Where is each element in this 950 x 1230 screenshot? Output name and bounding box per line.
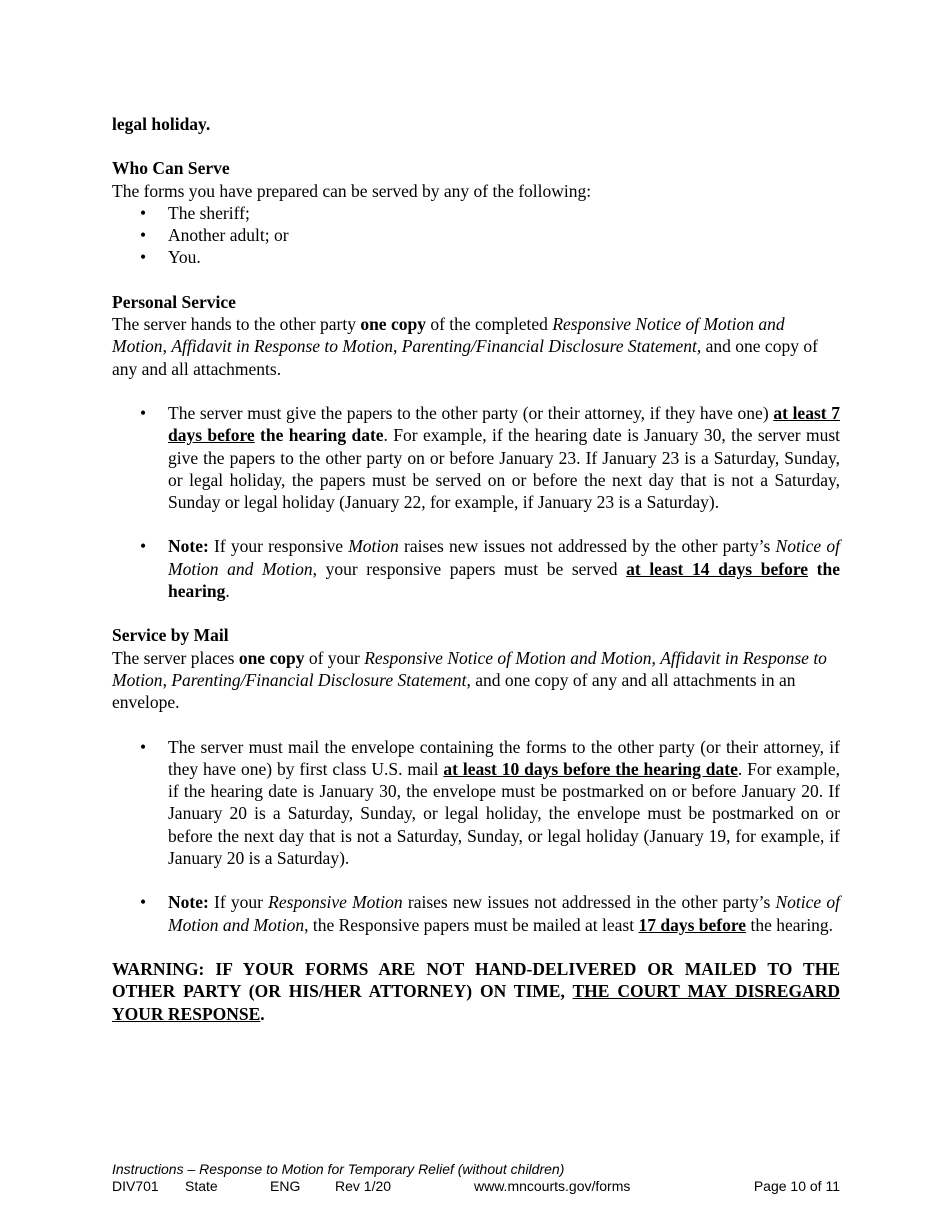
bullet-icon: • [140, 892, 147, 913]
bullet-icon: • [140, 247, 147, 268]
list-item: • You. [140, 247, 201, 268]
service-by-mail-paragraph: The server places one copy of your Responsive Notice of Motion and Motion, Affidavit in Response to Motion, Parenting/Financial Disclosure Statement, and one copy of any and all attachments in an envelope. [112, 647, 827, 713]
personal-service-list [112, 402, 840, 602]
footer-language: ENG [270, 1178, 301, 1194]
personal-service-section [112, 291, 840, 603]
who-can-serve-section [112, 157, 840, 268]
bullet-icon: • [140, 736, 147, 757]
personal-service-heading: Personal Service [112, 291, 236, 312]
bullet-icon: • [140, 402, 147, 423]
footer-title: Instructions – Response to Motion for Temporary Relief (without children) [112, 1161, 565, 1177]
footer-url: www.mncourts.gov/forms [474, 1178, 631, 1194]
bullet-icon: • [140, 536, 147, 557]
who-can-serve-heading: Who Can Serve [112, 158, 230, 179]
server-list [112, 202, 840, 269]
list-item: • Note: If your Responsive Motion raises new issues not addressed in the other party’s Notice of Motion and Motion, the Responsive papers must be mailed at least 17 days before the hearing. [140, 892, 840, 935]
bullet-icon: • [140, 202, 147, 223]
footer-form-id: DIV701 [112, 1178, 159, 1194]
continuation-text: legal holiday. [112, 114, 211, 134]
page-footer [112, 1161, 840, 1195]
document-body [112, 113, 840, 1025]
list-item: • The server must mail the envelope containing the forms to the other party (or their attorney, if they have one) by first class U.S. mail at least 10 days before the hearing date. For example, if the hearing date is January 30, the envelope must be postmarked on or before January 20. If January 20 is a Saturday, Sunday, or legal holiday, the envelope must be postmarked on or before the next day that is not a Saturday, Sunday, or legal holiday (January 19, for example, if January 20 is a Saturday). [140, 736, 840, 869]
footer-revision: Rev 1/20 [335, 1178, 392, 1194]
personal-service-paragraph: The server hands to the other party one copy of the completed Responsive Notice of Motion and Motion, Affidavit in Response to Motion, Parenting/Financial Disclosure Statement, and one copy of any and all attachments. [112, 314, 818, 379]
footer-jurisdiction: State [185, 1178, 218, 1194]
service-by-mail-section [112, 624, 840, 936]
warning-notice: WARNING: IF YOUR FORMS ARE NOT HAND-DELIVERED OR MAILED TO THE OTHER PARTY (OR HIS/HER ATTORNEY) ON TIME, THE COURT MAY DISREGARD YOUR RESPONSE. [112, 958, 841, 1024]
bullet-icon: • [140, 225, 147, 246]
service-by-mail-heading: Service by Mail [112, 625, 229, 646]
service-by-mail-list [112, 736, 840, 936]
list-item: • The sheriff; [140, 202, 250, 223]
list-item: • The server must give the papers to the other party (or their attorney, if they have one) at least 7 days before the hearing date. For example, if the hearing date is January 30, the server must give the papers to the other party on or before January 23. If January 23 is a Saturday, Sunday, or legal holiday, the papers must be served on or before the next day that is not a Saturday, Sunday or legal holiday (January 22, for example, if January 23 is a Saturday). [140, 402, 840, 513]
footer-meta-row [112, 1178, 840, 1195]
list-item: • Note: If your responsive Motion raises new issues not addressed by the other party’s Notice of Motion and Motion, your responsive papers must be served at least 14 days before the hearing. [140, 536, 841, 602]
footer-page-number: Page 10 of 11 [753, 1178, 840, 1194]
list-item: • Another adult; or [140, 225, 289, 246]
who-can-serve-intro: The forms you have prepared can be served by any of the following: [112, 180, 592, 201]
